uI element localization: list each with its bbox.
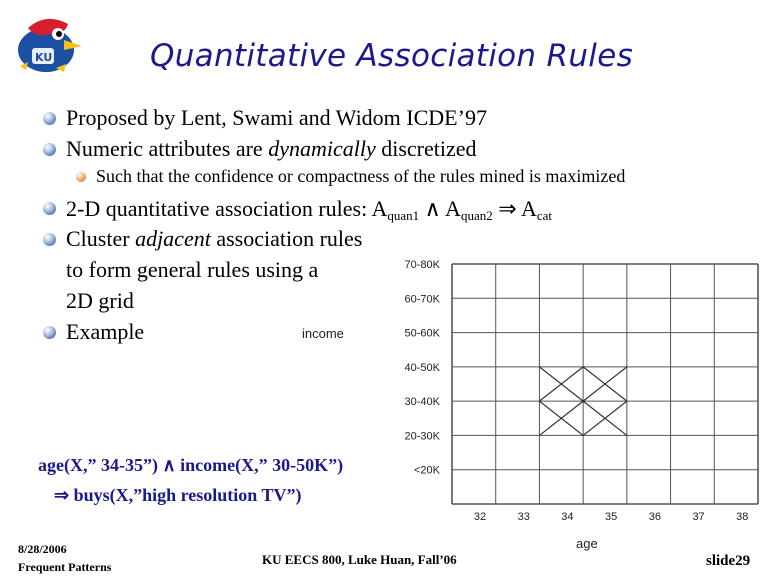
bullet-icon	[43, 233, 56, 246]
rule-line-1: age(X,” 34-35”) ∧ income(X,” 30-50K”)	[38, 455, 344, 475]
x-tick-label: 36	[648, 511, 661, 523]
slide-number: slide29	[706, 553, 751, 569]
bullet-text: Proposed by Lent, Swami and Widom ICDE’97	[66, 105, 487, 130]
x-axis-label: age	[576, 536, 598, 551]
footer-topic: Frequent Patterns	[18, 560, 112, 574]
bullet-icon	[43, 326, 56, 339]
bullet-text-part: 2-D quantitative association rules: A	[66, 196, 388, 221]
y-tick-label: 20-30K	[404, 430, 440, 443]
bullet-text	[66, 196, 552, 229]
x-tick-label: 38	[736, 511, 749, 523]
footer-course: KU EECS 800, Luke Huan, Fall’06	[262, 552, 457, 567]
y-axis-label: income	[302, 326, 344, 341]
subscript: quan1	[387, 208, 420, 223]
x-tick-label: 34	[561, 511, 574, 523]
bullet-text-part: association rules	[210, 226, 363, 251]
footer-left	[18, 540, 111, 576]
bullet-text-part: ∧ A	[419, 196, 461, 221]
x-tick-label: 33	[517, 511, 530, 523]
age-income-grid-chart	[290, 256, 768, 556]
y-tick-label: 70-80K	[404, 259, 440, 271]
sub-bullet-text: Such that the confidence or compactness of the rules mined is maximized	[96, 166, 626, 186]
slide-title: Quantitative Association Rules	[150, 38, 634, 74]
example-rule	[38, 450, 343, 510]
y-tick-label: 30-40K	[404, 396, 440, 409]
y-tick-label: 50-60K	[404, 327, 440, 340]
x-tick-label: 37	[692, 511, 705, 523]
x-tick-label: 32	[473, 511, 487, 523]
sub-bullet-icon	[76, 172, 86, 182]
x-tick-label: 35	[605, 511, 618, 523]
bullet-text-continued: 2D grid	[66, 288, 134, 313]
bullet-emphasis: adjacent	[135, 226, 211, 251]
bullet-emphasis: dynamically	[268, 136, 376, 161]
bullet-icon	[43, 202, 56, 215]
bullet-text-continued: to form general rules using a	[66, 257, 319, 282]
footer-date: 8/28/2006	[18, 542, 67, 556]
y-tick-label: 60-70K	[404, 293, 440, 306]
bullet-text-part: ⇒ A	[492, 196, 537, 221]
bullet-text	[66, 226, 362, 252]
bullet-text-part: Numeric attributes are	[66, 136, 269, 161]
x-tick-labels	[474, 511, 749, 523]
subscript: cat	[536, 208, 552, 223]
bullet-text-part: discretized	[375, 136, 477, 161]
y-tick-labels	[405, 259, 441, 477]
subscript: quan2	[460, 208, 493, 223]
bullet-text: Example	[66, 319, 145, 344]
bullet-text	[66, 136, 477, 162]
jayhawk-logo	[6, 10, 86, 76]
svg-text:KU: KU	[35, 51, 53, 64]
y-tick-label: 40-50K	[404, 361, 440, 374]
y-tick-label: <20K	[414, 464, 440, 477]
bullet-icon	[43, 143, 56, 156]
bullet-text-part: Cluster	[66, 226, 136, 251]
bullet-icon	[43, 112, 56, 125]
rule-line-2: ⇒ buys(X,”high resolution TV”)	[54, 485, 302, 505]
